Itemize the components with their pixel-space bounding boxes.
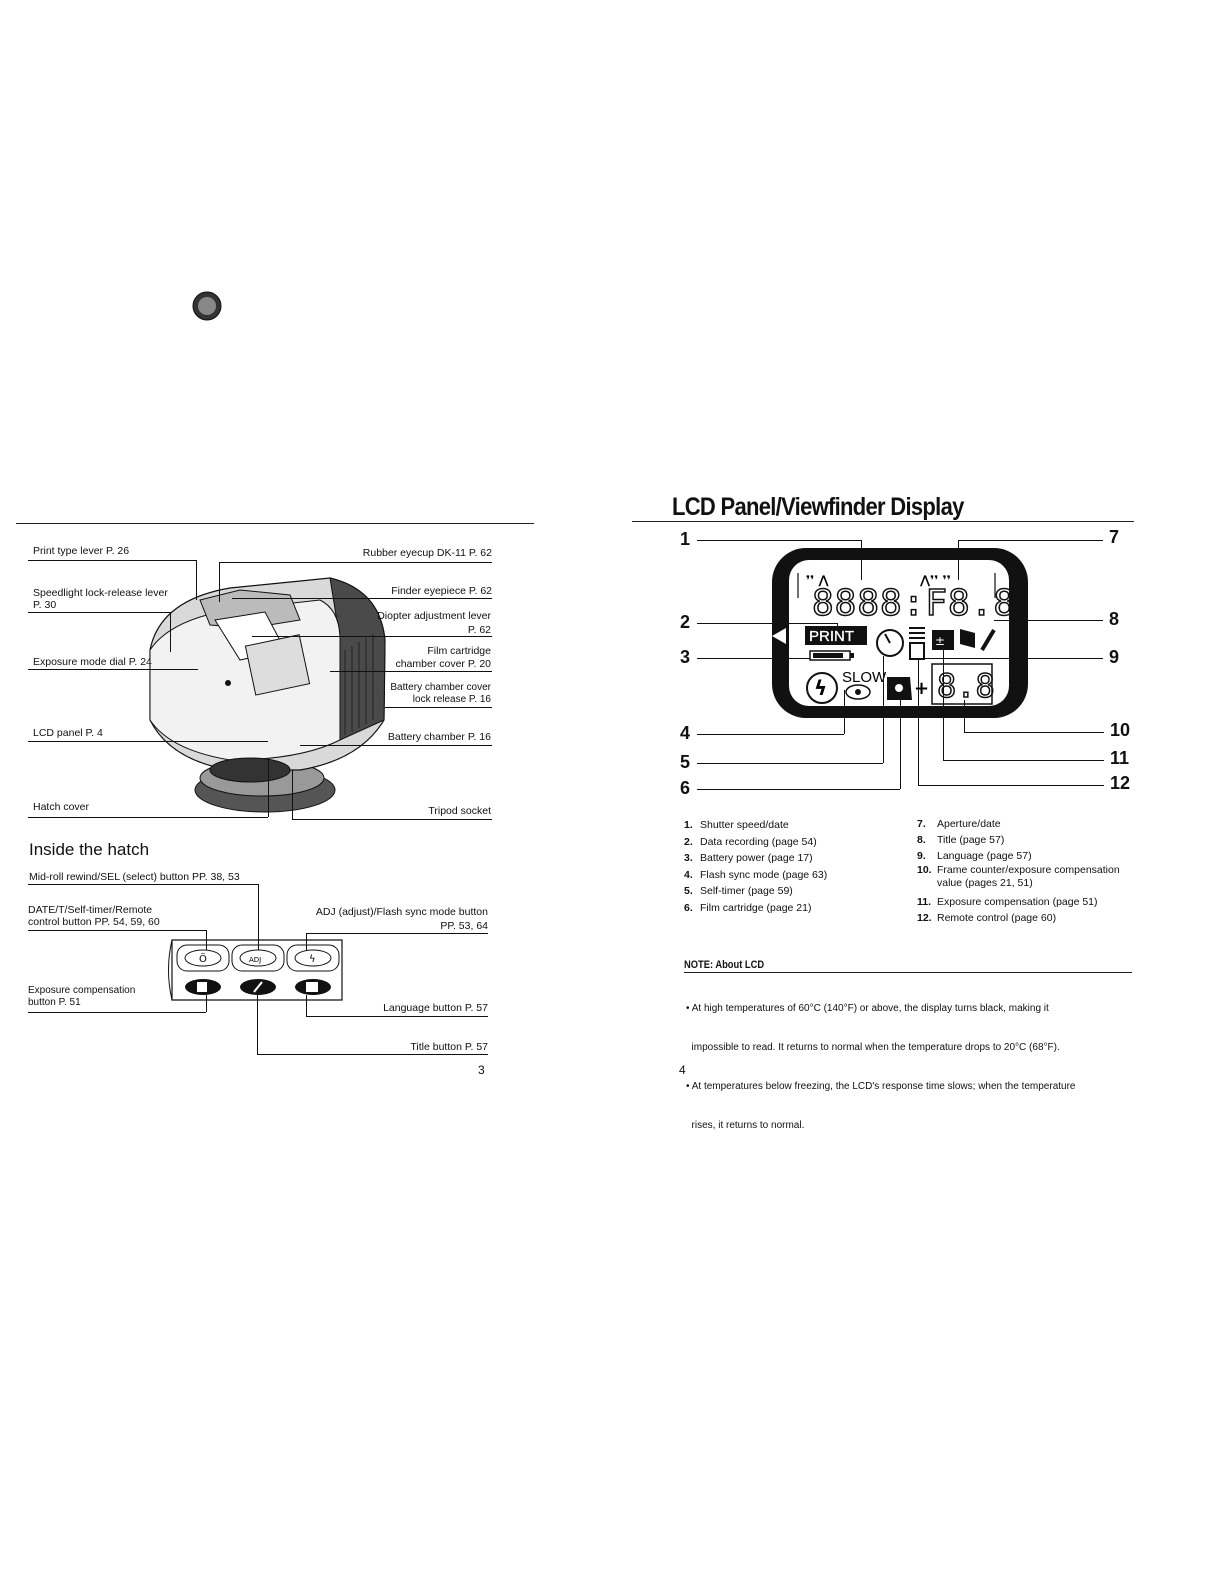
callout-number-1: 1 bbox=[680, 529, 691, 549]
label-title-button: Title button P. 57 bbox=[410, 1041, 488, 1053]
note-line: impossible to read. It returns to normal when the temperature drops to 20°C (68°F). bbox=[686, 1042, 1060, 1053]
page-number-left: 3 bbox=[478, 1063, 485, 1077]
callout-number-4: 4 bbox=[680, 723, 691, 743]
note-rule bbox=[684, 972, 1132, 973]
label-exposure-comp-1: Exposure compensation bbox=[28, 985, 136, 996]
legend-item: 3. Battery power (page 17) bbox=[684, 852, 813, 864]
legend-right bbox=[917, 816, 1120, 926]
label-film-cartridge-1: Film cartridge bbox=[427, 645, 491, 657]
svg-text:⋀❜❜ ❜❜: ⋀❜❜ ❜❜ bbox=[920, 573, 951, 587]
label-adj-button-2: PP. 53, 64 bbox=[440, 920, 488, 932]
leader-4 bbox=[697, 734, 844, 735]
label-language-button: Language button P. 57 bbox=[383, 1002, 488, 1014]
svg-text:❜❜ ⋀: ❜❜ ⋀ bbox=[806, 573, 829, 587]
label-exposure-comp-2: button P. 51 bbox=[28, 997, 81, 1008]
label-lcd-panel: LCD panel P. 4 bbox=[33, 727, 103, 739]
label-tripod-socket: Tripod socket bbox=[428, 805, 491, 817]
svg-text:ADJ: ADJ bbox=[249, 956, 262, 964]
label-hatch-cover: Hatch cover bbox=[33, 801, 90, 813]
callout-number-7: 7 bbox=[1109, 527, 1120, 547]
legend-item: 7. Aperture/date bbox=[917, 818, 1001, 830]
leader-2 bbox=[697, 623, 837, 624]
callout-number-6: 6 bbox=[680, 778, 691, 798]
label-print-type-lever: Print type lever P. 26 bbox=[33, 545, 130, 557]
label-date-button-1: DATE/T/Self-timer/Remote bbox=[28, 904, 153, 916]
label-battery-cover-2: lock release P. 16 bbox=[412, 694, 491, 705]
leader-10 bbox=[964, 732, 1104, 733]
legend-item: 10. Frame counter/exposure compensation bbox=[917, 864, 1120, 876]
label-finder-eyepiece: Finder eyepiece P. 62 bbox=[391, 585, 492, 597]
leader-3 bbox=[697, 658, 810, 659]
leader-6 bbox=[697, 789, 900, 790]
legend-item: 5. Self-timer (page 59) bbox=[684, 885, 793, 897]
label-battery-cover-1: Battery chamber cover bbox=[390, 682, 491, 693]
page-number-right: 4 bbox=[679, 1063, 686, 1077]
legend-item: 9. Language (page 57) bbox=[917, 850, 1032, 862]
leader-4-v bbox=[844, 690, 845, 734]
leader-8 bbox=[994, 620, 1103, 621]
svg-text:Ö: Ö bbox=[199, 954, 207, 965]
callout-number-2: 2 bbox=[680, 612, 691, 632]
leader-7-v bbox=[958, 540, 959, 580]
leader-9 bbox=[918, 658, 1103, 659]
leader-1 bbox=[697, 540, 861, 541]
label-film-cartridge-2: chamber cover P. 20 bbox=[395, 658, 491, 670]
legend-item: 8. Title (page 57) bbox=[917, 834, 1005, 846]
legend-item: 6. Film cartridge (page 21) bbox=[684, 901, 812, 914]
legend-item: 12. Remote control (page 60) bbox=[917, 912, 1057, 924]
label-speedlight-lock-2: P. 30 bbox=[33, 599, 57, 611]
inside-hatch-heading: Inside the hatch bbox=[29, 840, 150, 859]
label-speedlight-lock-1: Speedlight lock-release lever bbox=[33, 587, 168, 599]
label-rubber-eyecup: Rubber eyecup DK-11 P. 62 bbox=[362, 547, 492, 559]
label-adj-button-1: ADJ (adjust)/Flash sync mode button bbox=[315, 906, 488, 918]
callout-number-12: 12 bbox=[1110, 773, 1131, 793]
label-diopter-1: Diopter adjustment lever bbox=[377, 610, 491, 622]
svg-text:±: ± bbox=[935, 634, 946, 648]
callout-number-3: 3 bbox=[680, 647, 691, 667]
leader-5-v bbox=[883, 656, 884, 763]
legend-item: 4. Flash sync mode (page 63) bbox=[684, 868, 828, 881]
lcd-heading: LCD Panel/Viewfinder Display bbox=[672, 493, 964, 521]
legend-item: value (pages 21, 51) bbox=[937, 877, 1033, 889]
legend-left bbox=[684, 817, 827, 916]
leader-12 bbox=[918, 785, 1104, 786]
note-line: • At temperatures below freezing, the LCD's response time slows; when the temperature bbox=[686, 1081, 1076, 1092]
label-exposure-mode-dial: Exposure mode dial P. 24 bbox=[33, 656, 152, 668]
note-heading: NOTE: About LCD bbox=[684, 959, 765, 971]
leader-11 bbox=[943, 760, 1104, 761]
legend-item: 1. Shutter speed/date bbox=[684, 819, 789, 831]
leader-5 bbox=[697, 763, 883, 764]
lcd-top-digits: 8888:F8.8 bbox=[812, 583, 1017, 624]
label-diopter-2: P. 62 bbox=[467, 624, 491, 636]
callout-number-11: 11 bbox=[1110, 748, 1130, 768]
label-battery-chamber: Battery chamber P. 16 bbox=[387, 731, 491, 743]
leader-2-v bbox=[837, 623, 838, 629]
lcd-slow-label: SLOW bbox=[842, 669, 887, 686]
leader-10-v bbox=[964, 700, 965, 732]
note-text bbox=[686, 976, 1076, 1158]
svg-text:ϟ: ϟ bbox=[814, 676, 828, 700]
leader-12-v bbox=[918, 660, 919, 785]
label-mid-roll-rewind: Mid-roll rewind/SEL (select) button PP. 38, 53 bbox=[29, 871, 240, 883]
svg-text:ϟ: ϟ bbox=[309, 954, 316, 965]
leader-7 bbox=[958, 540, 1103, 541]
lcd-frame-digits: 8.8 bbox=[937, 667, 995, 705]
legend-item: 2. Data recording (page 54) bbox=[684, 835, 817, 848]
lcd-print-label: PRINT bbox=[809, 628, 854, 645]
label-date-button-2: control button PP. 54, 59, 60 bbox=[28, 916, 160, 928]
note-line: rises, it returns to normal. bbox=[686, 1120, 805, 1131]
callout-number-9: 9 bbox=[1109, 647, 1120, 667]
callout-number-8: 8 bbox=[1109, 609, 1120, 629]
callout-number-5: 5 bbox=[680, 752, 691, 772]
legend-item: 11. Exposure compensation (page 51) bbox=[917, 896, 1098, 908]
note-line: • At high temperatures of 60°C (140°F) or above, the display turns black, making it bbox=[686, 1003, 1049, 1014]
callout-number-10: 10 bbox=[1110, 720, 1131, 740]
leader-11-v bbox=[943, 650, 944, 760]
leader-6-v bbox=[900, 700, 901, 789]
leader-1-v bbox=[861, 540, 862, 580]
svg-text:+: + bbox=[914, 678, 930, 699]
